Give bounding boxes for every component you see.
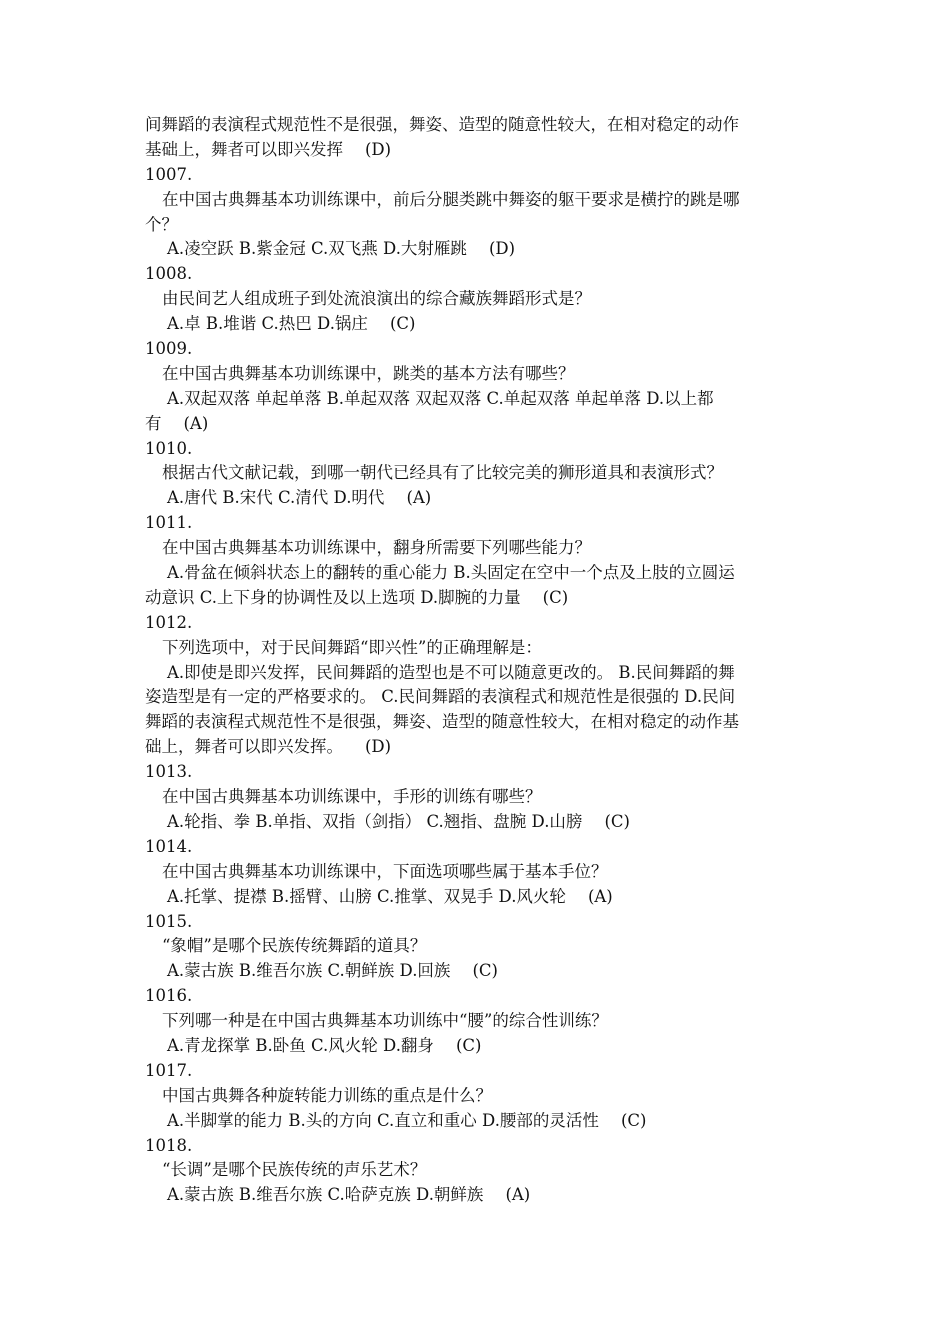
question-text: 中国古典舞各种旋转能力训练的重点是什么？ [162,1085,492,1105]
options-text: 有 [145,413,162,433]
question-options: A.骨盆在倾斜状态上的翻转的重心能力 B.头固定在空中一个点及上肢的立圆运 [167,563,735,583]
question-block [145,437,815,512]
options-text: 动意识 C.上下身的协调性及以上选项 D.脚腕的力量 [145,587,521,607]
question-number: 1016. [145,986,193,1006]
question-options [145,1183,815,1208]
options-text: 础上，舞者可以即兴发挥。 [145,737,343,757]
options-text: A.卓 B.堆谐 C.热巴 D.锅庄 [167,314,368,334]
question-number: 1009. [145,339,193,359]
document-page [145,113,815,1208]
question-options-continued [145,412,815,437]
question-text: 由民间艺人组成班子到处流浪演出的综合藏族舞蹈形式是？ [162,289,591,309]
question-block [145,163,815,263]
options-text: A.托掌、提襟 B.摇臂、山膀 C.推掌、双晃手 D.风火轮 [167,886,566,906]
question-block [145,511,815,611]
answer-label: (C) [472,961,498,981]
answer-label: (C) [542,587,569,607]
options-text: A.唐代 B.宋代 C.清代 D.明代 [167,488,385,508]
options-text: A.蒙古族 B.维吾尔族 C.哈萨克族 D.朝鲜族 [167,1185,484,1205]
question-text: 下列选项中，对于民间舞蹈“即兴性”的正确理解是： [162,637,542,657]
question-options [145,1034,815,1059]
question-options-continued [145,586,815,611]
question-text: “象帽”是哪个民族传统舞蹈的道具？ [162,936,427,956]
question-block [145,1059,815,1134]
question-text-continued: 个？ [145,214,178,234]
question-text: 在中国古典舞基本功训练课中，翻身所需要下列哪些能力？ [162,538,591,558]
question-block [145,835,815,910]
answer-label: (C) [389,314,416,334]
answer-label: (D) [365,737,392,757]
question-options [145,237,815,262]
question-block [145,910,815,985]
question-block [145,611,815,760]
answer-label: (A) [587,886,613,906]
question-number: 1012. [145,612,193,632]
question-number: 1007. [145,164,193,184]
question-number: 1011. [145,513,193,533]
question-text: 在中国古典舞基本功训练课中，前后分腿类跳中舞姿的躯干要求是横拧的跳是哪 [162,189,740,209]
question-options-continued: 舞蹈的表演程式规范性不是很强，舞姿、造型的随意性较大，在相对稳定的动作基 [145,712,739,732]
question-block [145,337,815,437]
lead-text: 基础上，舞者可以即兴发挥 [145,139,343,159]
question-number: 1017. [145,1060,193,1080]
question-text: 在中国古典舞基本功训练课中，手形的训练有哪些？ [162,787,542,807]
question-options [145,810,815,835]
answer-label: (C) [604,811,630,831]
question-options [145,959,815,984]
question-number: 1014. [145,836,193,856]
question-block [145,984,815,1059]
lead-line-1: 间舞蹈的表演程式规范性不是很强，舞姿、造型的随意性较大，在相对稳定的动作 [145,115,739,134]
lead-line-2 [145,138,815,163]
answer-label: (A) [183,413,209,433]
question-options [145,486,815,511]
options-text: A.蒙古族 B.维吾尔族 C.朝鲜族 D.回族 [167,961,451,981]
options-text: A.青龙探掌 B.卧鱼 C.风火轮 D.翻身 [167,1035,434,1055]
answer-label: (C) [620,1110,647,1130]
question-number: 1015. [145,911,193,931]
answer-label: (D) [488,239,516,259]
answer-label: (A) [406,488,432,508]
question-options: A.双起双落 单起单落 B.单起双落 双起双落 C.单起双落 单起单落 D.以上都 [167,388,714,408]
question-number: 1018. [145,1135,193,1155]
question-options-continued: 姿造型是有一定的严格要求的。 C.民间舞蹈的表演程式和规范性是很强的 D.民间 [145,687,736,707]
answer-label: (D) [365,139,392,159]
options-text: A.凌空跃 B.紫金冠 C.双飞燕 D.大射雁跳 [167,239,467,259]
options-text: A.轮指、拳 B.单指、双指（剑指） C.翘指、盘腕 D.山膀 [167,811,583,831]
question-number: 1010. [145,438,193,458]
question-options: A.即使是即兴发挥，民间舞蹈的造型也是不可以随意更改的。 B.民间舞蹈的舞 [167,662,735,682]
options-text: A.半脚掌的能力 B.头的方向 C.直立和重心 D.腰部的灵活性 [167,1110,599,1130]
question-options [145,312,815,337]
question-number: 1013. [145,762,193,782]
question-text: 在中国古典舞基本功训练课中，跳类的基本方法有哪些？ [162,363,575,383]
answer-label: (A) [505,1185,531,1205]
question-text: 下列哪一种是在中国古典舞基本功训练中“腰”的综合性训练？ [162,1011,608,1031]
question-text: 根据古代文献记载，到哪一朝代已经具有了比较完美的狮形道具和表演形式？ [162,463,723,483]
question-block [145,760,815,835]
lead-paragraph [145,113,815,163]
question-text: 在中国古典舞基本功训练课中，下面选项哪些属于基本手位？ [162,861,608,881]
question-options [145,885,815,910]
question-block [145,1134,815,1209]
question-options [145,1109,815,1134]
question-block [145,262,815,337]
question-options-continued [145,735,815,760]
question-number: 1008. [145,264,193,284]
question-text: “长调”是哪个民族传统的声乐艺术？ [162,1160,427,1180]
answer-label: (C) [455,1035,482,1055]
